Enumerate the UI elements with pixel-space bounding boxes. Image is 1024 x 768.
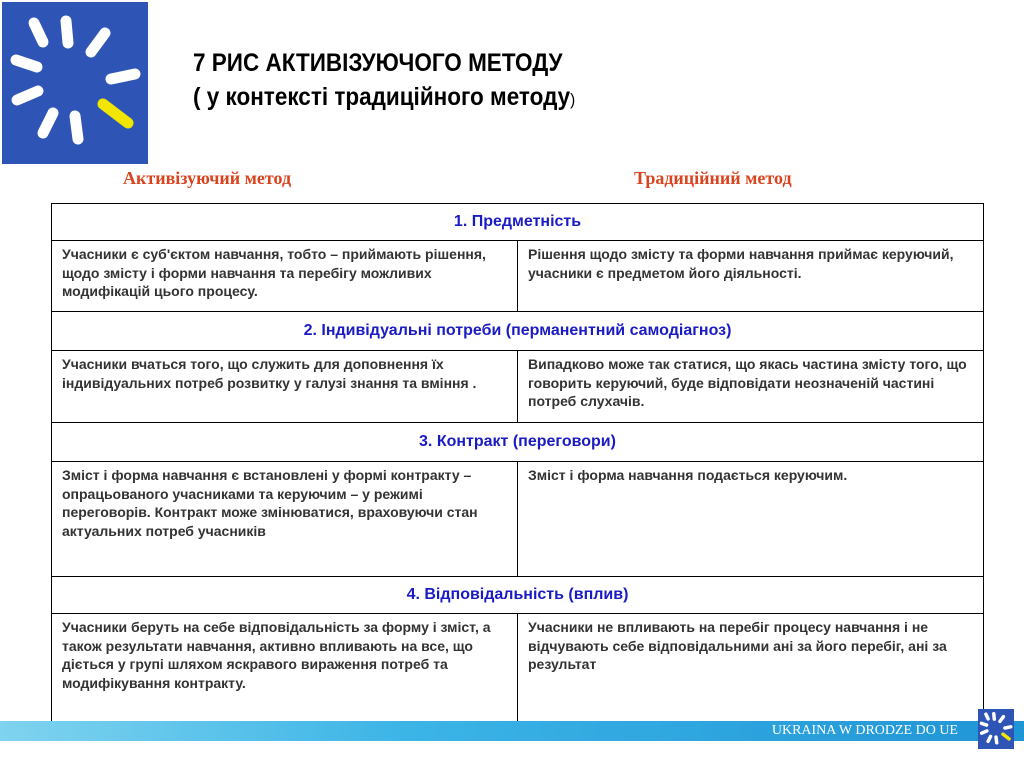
title-line-2-text: ( у контексті традиційного методу [193,83,571,111]
title-line-1: 7 РИС АКТИВІЗУЮЧОГО МЕТОДУ [193,49,563,77]
column-heading-traditional: Традиційний метод [634,168,792,188]
traditional-method-cell: Рішення щодо змісту та форми навчання приймає керуючий, учасники є предметом його діяльності. [518,241,984,312]
table-row [52,204,984,241]
active-method-cell: Учасники є суб'єктом навчання, тобто – приймають рішення, щодо змісту і форми навчання та перебігу можливих модифікацій цього процесу. [52,241,518,312]
active-method-cell: Зміст і форма навчання є встановлені у формі контракту – опрацьованого учасниками та керуючим – у режимі переговорів. Контракт може змінюватися, враховуючи стан актуальних потреб учасників [52,462,518,577]
traditional-method-cell: Випадково може так статися, що якась частина змісту того, що говорить керуючий, буде відповідати неозначеній частині потреб слухачів. [518,351,984,423]
sunburst-small-logo-icon [978,709,1014,749]
active-method-cell: Учасники вчаться того, що служить для доповнення їх індивідуальних потреб розвитку у галузі знання та вміння . [52,351,518,423]
page-title [193,46,823,117]
column-heading-active: Активізуючий метод [123,168,292,188]
table-row [52,577,984,614]
traditional-method-cell: Зміст і форма навчання подається керуючим. [518,462,984,577]
title-line-2 [193,80,823,117]
table-row [52,462,984,577]
section-heading: 4. Відповідальність (вплив) [52,577,984,614]
table-row [52,351,984,423]
table-row [52,423,984,462]
table-row [52,614,984,725]
table-row [52,312,984,351]
active-method-cell: Учасники беруть на себе відповідальність за форму і зміст, а також результати навчання, активно впливають на все, що діється у групі шляхом яскравого вираження потреб та модифікування контракту. [52,614,518,725]
footer-text: UKRAINA W DRODZE DO UE [771,723,958,738]
title-line-2-close: ) [570,90,576,109]
section-heading: 1. Предметність [52,204,984,241]
table-row [52,241,984,312]
sunburst-logo-icon [2,2,148,164]
traditional-method-cell: Учасники не впливають на перебіг процесу навчання і не відчувають себе відповідальними ані за його перебіг, ані за результат [518,614,984,725]
comparison-table [51,203,984,725]
section-heading: 2. Індивідуальні потреби (перманентний самодіагноз) [52,312,984,351]
section-heading: 3. Контракт (переговори) [52,423,984,462]
